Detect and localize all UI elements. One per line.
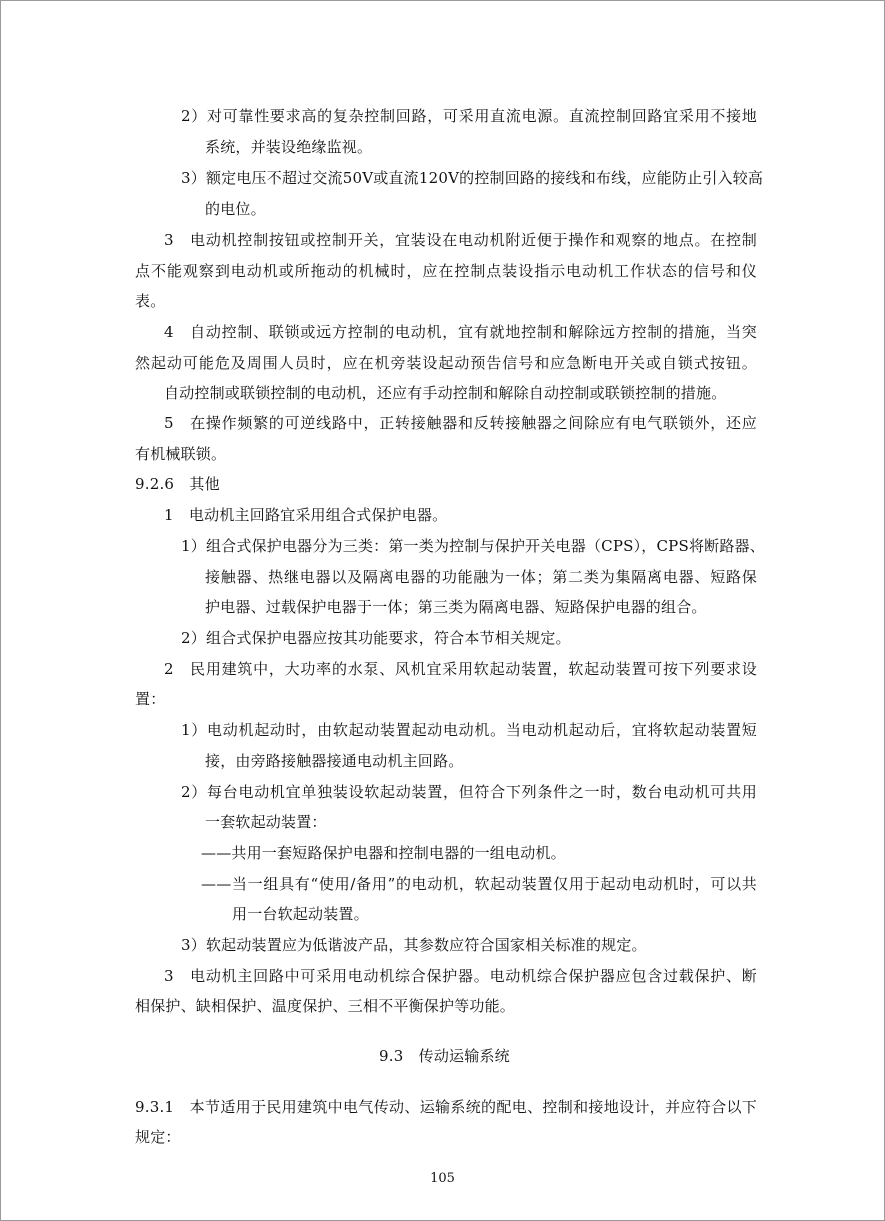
text-line: 表。 [135,292,166,310]
text-line: 1）电动机起动时，由软起动装置起动电动机。当电动机起动后，宜将软起动装置短 [181,721,757,739]
text-line: 1）组合式保护电器分为三类：第一类为控制与保护开关电器（CPS），CPS将断路器、 [181,537,765,555]
text-line: 4 自动控制、联锁或远方控制的电动机，宜有就地控制和解除远方控制的措施，当突 [164,323,757,341]
text-line: 一套软起动装置： [205,813,327,831]
text-line: 接触器、热继电器以及隔离电器的功能融为一体；第二类为集隔离电器、短路保 [205,568,757,586]
text-line: 系统，并装设绝缘监视。 [205,138,373,156]
text-line: 3 电动机主回路中可采用电动机综合保护器。电动机综合保护器应包含过载保护、断 [164,967,757,985]
text-line: 规定： [135,1128,181,1146]
text-line: 2）组合式保护电器应按其功能要求，符合本节相关规定。 [181,629,571,647]
text-line: 5 在操作频繁的可逆线路中，正转接触器和反转接触器之间除应有电气联锁外，还应 [164,414,757,432]
text-line: 用一台软起动装置。 [232,905,369,923]
text-line: ——共用一套短路保护电器和控制电器的一组电动机。 [201,844,566,862]
text-line: 自动控制或联锁控制的电动机，还应有手动控制和解除自动控制或联锁控制的措施。 [164,384,727,402]
section-heading: 9.3 传动运输系统 [379,1047,510,1065]
text-line: 1 电动机主回路宜采用组合式保护电器。 [164,506,448,524]
text-line: 2）对可靠性要求高的复杂控制回路，可采用直流电源。直流控制回路宜采用不接地 [181,107,757,125]
text-line: 相保护、缺相保护、温度保护、三相不平衡保护等功能。 [135,997,516,1015]
text-line: 2）每台电动机宜单独装设软起动装置，但符合下列条件之一时，数台电动机可共用 [181,783,757,801]
page-number: 105 [430,1171,455,1186]
text-line: 的电位。 [205,200,266,218]
text-line: 9.3.1 本节适用于民用建筑中电气传动、运输系统的配电、控制和接地设计，并应符合以下 [135,1098,757,1116]
text-line: 点不能观察到电动机或所拖动的机械时，应在控制点装设指示电动机工作状态的信号和仪 [135,262,757,280]
subsection-title: 9.2.6 其他 [135,475,220,493]
text-line: 3 电动机控制按钮或控制开关，宜装设在电动机附近便于操作和观察的地点。在控制 [164,231,757,249]
text-line: 3）软起动装置应为低谐波产品，其参数应符合国家相关标准的规定。 [181,936,647,954]
text-line: 有机械联锁。 [135,445,227,463]
text-line: 护电器、过载保护电器于一体；第三类为隔离电器、短路保护电器的组合。 [205,598,707,616]
text-line: 接，由旁路接触器接通电动机主回路。 [205,752,464,770]
text-line: 然起动可能危及周围人员时，应在机旁装设起动预告信号和应急断电开关或自锁式按钮。 [135,354,757,372]
text-line: 2 民用建筑中，大功率的水泵、风机宜采用软起动装置，软起动装置可按下列要求设 [164,660,757,678]
text-line: 3）额定电压不超过交流50V或直流120V的控制回路的接线和布线，应能防止引入较高 [181,169,764,187]
text-line: ——当一组具有“使用/备用”的电动机，软起动装置仅用于起动电动机时，可以共 [201,875,757,893]
text-line: 置： [135,690,166,708]
